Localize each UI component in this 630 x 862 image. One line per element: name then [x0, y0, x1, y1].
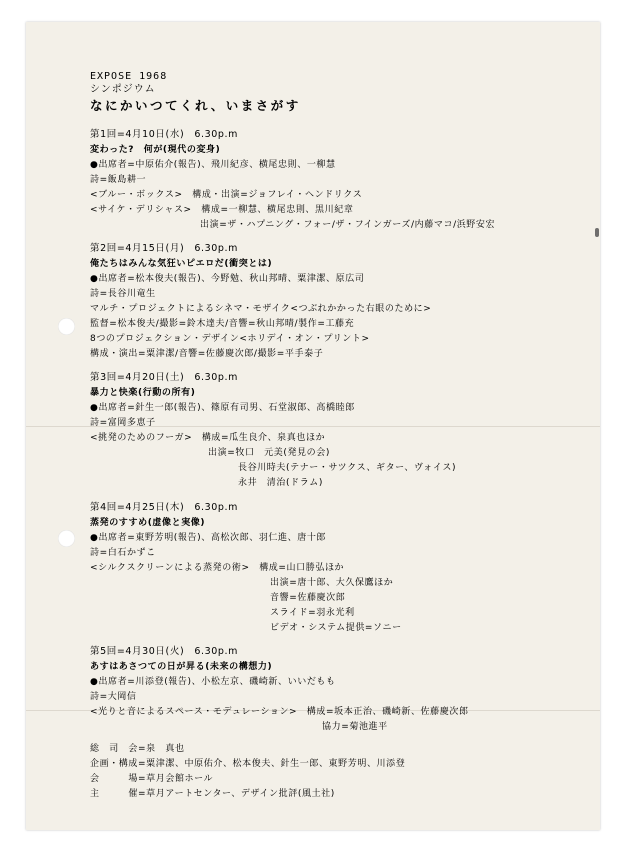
poem-credit: 詩=白石かずこ: [90, 548, 156, 558]
program-line: マルチ・プロジェクトによるシネマ・モザイク<つぶれかかった右眼のために>: [90, 304, 432, 314]
credit-line: 会 場=草月会館ホール: [90, 774, 214, 784]
program-line: <シルクスクリーンによる蒸発の術> 構成=山口勝弘ほか: [90, 563, 345, 573]
credit-line: 主 催=草月アートセンター、デザイン批評(風土社): [90, 789, 335, 799]
session-heading: 第4回=4月25日(木) 6.30p.m: [90, 502, 239, 513]
session-heading: 第3回=4月20日(土) 6.30p.m: [90, 372, 239, 383]
program-line: <サイケ・デリシャス> 構成=一柳慧、横尾忠則、黒川紀章: [90, 205, 354, 215]
session-theme: 俺たちはみんな気狂いピエロだ(衝突とは): [90, 259, 273, 269]
session-heading: 第2回=4月15日(月) 6.30p.m: [90, 243, 239, 254]
session-theme: あすはあさつての日が昇る(未来の構想力): [90, 662, 273, 672]
program-line: 永井 清治(ドラム): [238, 478, 323, 488]
program-line: 出演=牧口 元美(発見の会): [208, 448, 330, 458]
expose-heading: EXPOSE 1968: [90, 71, 168, 82]
session-theme: 暴力と快楽(行動の所有): [90, 388, 196, 398]
program-line: 長谷川時夫(テナー・サツクス、ギター、ヴォイス): [238, 463, 457, 473]
session-heading: 第1回=4月10日(水) 6.30p.m: [90, 129, 239, 140]
poem-credit: 詩=大岡信: [90, 692, 137, 702]
punch-hole: [58, 530, 75, 547]
program-line: 構成・演出=粟津潔/音響=佐藤慶次郎/撮影=平手泰子: [90, 349, 324, 359]
program-line: <ブルー・ボックス> 構成・出演=ジョフレイ・ヘンドリクス: [90, 190, 363, 200]
session-theme: 蒸発のすすめ(虚像と実像): [90, 518, 206, 528]
attendees: ●出席者=松本俊夫(報告)、今野勉、秋山邦晴、粟津潔、原広司: [90, 274, 365, 284]
program-line: 監督=松本俊夫/撮影=鈴木達夫/音響=秋山邦晴/製作=工藤充: [90, 319, 355, 329]
credit-line: 総 司 会=泉 真也: [90, 744, 185, 754]
program-line: 8つのプロジェクション・デザイン<ホリデイ・オン・プリント>: [90, 334, 370, 344]
poem-credit: 詩=富岡多恵子: [90, 418, 156, 428]
session-theme: 変わった? 何が(現代の変身): [90, 145, 221, 155]
attendees: ●出席者=中原佑介(報告)、飛川紀彦、横尾忠則、一柳慧: [90, 160, 336, 170]
poem-credit: 詩=長谷川竜生: [90, 289, 156, 299]
program-line: 協力=菊池進平: [322, 722, 388, 732]
symposium-label: シンポジウム: [90, 84, 156, 95]
attendees: ●出席者=東野芳明(報告)、高松次郎、羽仁進、唐十郎: [90, 533, 327, 543]
punch-hole: [58, 318, 75, 335]
program-line: ビデオ・システム提供=ソニー: [270, 623, 402, 633]
program-line: スライド=羽永光利: [270, 608, 355, 618]
program-line: <挑発のためのフーガ> 構成=瓜生良介、泉真也ほか: [90, 433, 326, 443]
ink-mark: [595, 228, 599, 237]
attendees: ●出席者=川添登(報告)、小松左京、磯崎新、いいだもも: [90, 677, 336, 687]
program-line: 出演=唐十郎、大久保鷹ほか: [270, 578, 394, 588]
credit-line: 企画・構成=粟津潔、中原佑介、松本俊夫、針生一郎、東野芳明、川添登: [90, 759, 406, 769]
poem-credit: 詩=飯島耕一: [90, 175, 147, 185]
program-line: 音響=佐藤慶次郎: [270, 593, 346, 603]
attendees: ●出席者=針生一郎(報告)、篠原有司男、石堂淑郎、高橋睦郎: [90, 403, 355, 413]
session-heading: 第5回=4月30日(火) 6.30p.m: [90, 646, 239, 657]
document-title: なにかいつてくれ、いまさがす: [90, 98, 301, 113]
program-line: 出演=ザ・ハプニング・フォー/ザ・フインガーズ/内藤マコ/浜野安宏: [200, 220, 496, 230]
program-line: <光りと音によるスペース・モデュレーション> 構成=坂本正治、磯崎新、佐藤慶次郎: [90, 707, 469, 717]
